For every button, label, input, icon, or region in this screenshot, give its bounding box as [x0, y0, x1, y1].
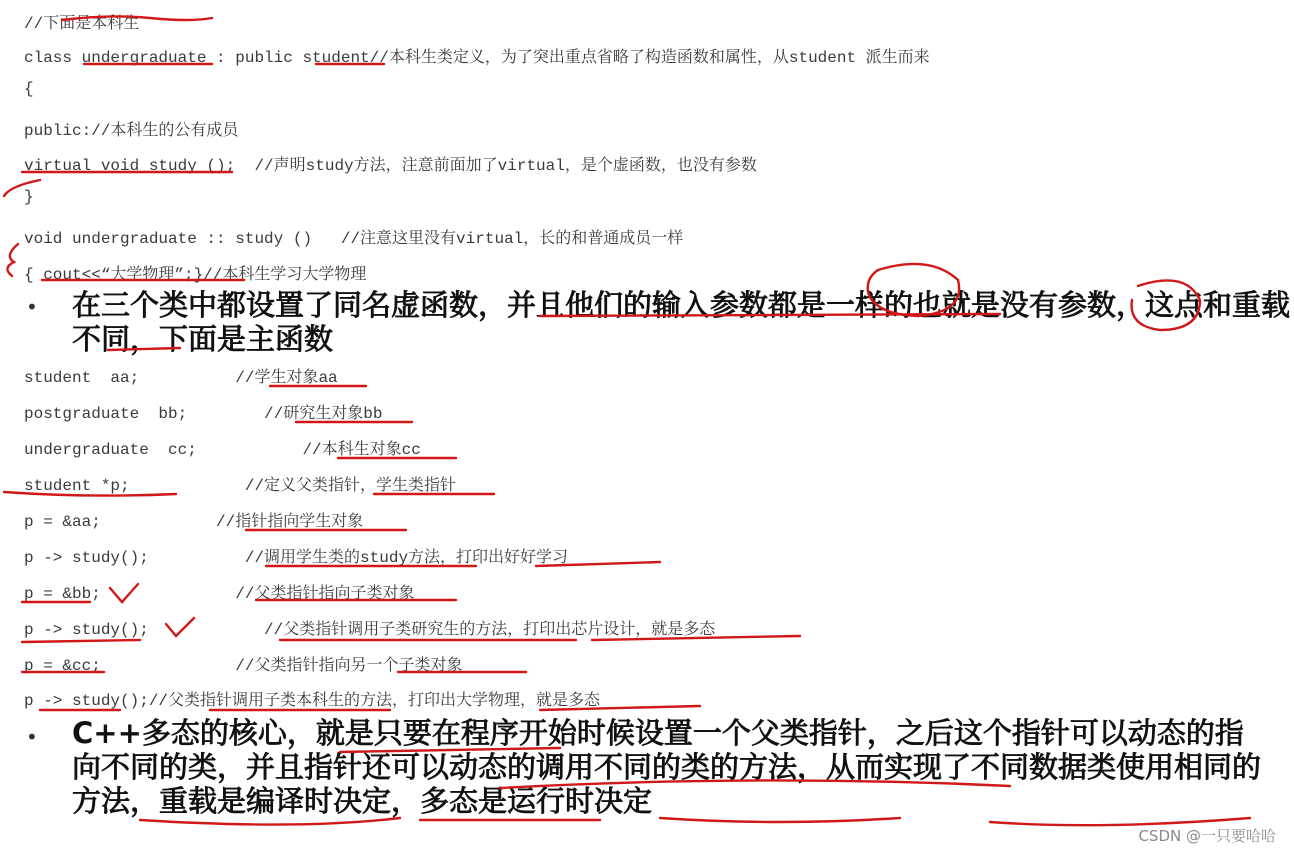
code-line: p = &bb; //父类指针指向子类对象 [24, 585, 415, 603]
bullet-text-polymorphism-core: C++多态的核心，就是只要在程序开始时候设置一个父类指针，之后这个指针可以动态的指向不同的类，并且指针还可以动态的调用不同的类的方法，从而实现了不同数据类使用相同的方法，重载是编译时决定，多态是运行时决定 [72, 716, 1262, 818]
annotation-bracket [7, 244, 18, 276]
bullet-dot: • [26, 295, 38, 319]
code-line: student aa; //学生对象aa [24, 369, 338, 387]
code-line: //下面是本科生 [24, 15, 140, 33]
annotation-underline [660, 818, 900, 822]
code-line: student *p; //定义父类指针，学生类指针 [24, 477, 457, 495]
code-line: postgraduate bb; //研究生对象bb [24, 405, 383, 423]
code-line: undergraduate cc; //本科生对象cc [24, 441, 421, 459]
bullet-dot: • [26, 725, 38, 749]
watermark: CSDN @一只要哈哈 [1138, 827, 1276, 845]
code-line: p -> study(); //调用学生类的study方法，打印出好好学习 [24, 549, 569, 567]
bullet-text-virtual-functions: 在三个类中都设置了同名虚函数，并且他们的输入参数都是一样的也就是没有参数，这点和重载不同，下面是主函数 [72, 288, 1291, 356]
code-line: void undergraduate :: study () //注意这里没有virtual，长的和普通成员一样 [24, 230, 684, 248]
code-line: { cout<<“大学物理”;}//本科生学习大学物理 [24, 266, 367, 284]
code-line: p = &aa; //指针指向学生对象 [24, 513, 364, 531]
code-line: p -> study(); //父类指针调用子类研究生的方法，打印出芯片设计，就是多态 [24, 621, 716, 639]
code-line: p = &cc; //父类指针指向另一个子类对象 [24, 657, 463, 675]
annotation-underline [22, 640, 140, 642]
annotation-bracket [4, 180, 40, 196]
code-line: p -> study();//父类指针调用子类本科生的方法，打印出大学物理，就是多态 [24, 692, 601, 710]
annotation-underline [140, 818, 400, 825]
code-line: class undergraduate : public student//本科生类定义，为了突出重点省略了构造函数和属性，从student 派生而来 [24, 49, 930, 67]
code-line: public://本科生的公有成员 [24, 122, 239, 140]
code-line: virtual void study (); //声明study方法，注意前面加了virtual，是个虚函数，也没有参数 [24, 157, 757, 175]
code-line: { [24, 80, 34, 98]
code-line: } [24, 188, 34, 206]
